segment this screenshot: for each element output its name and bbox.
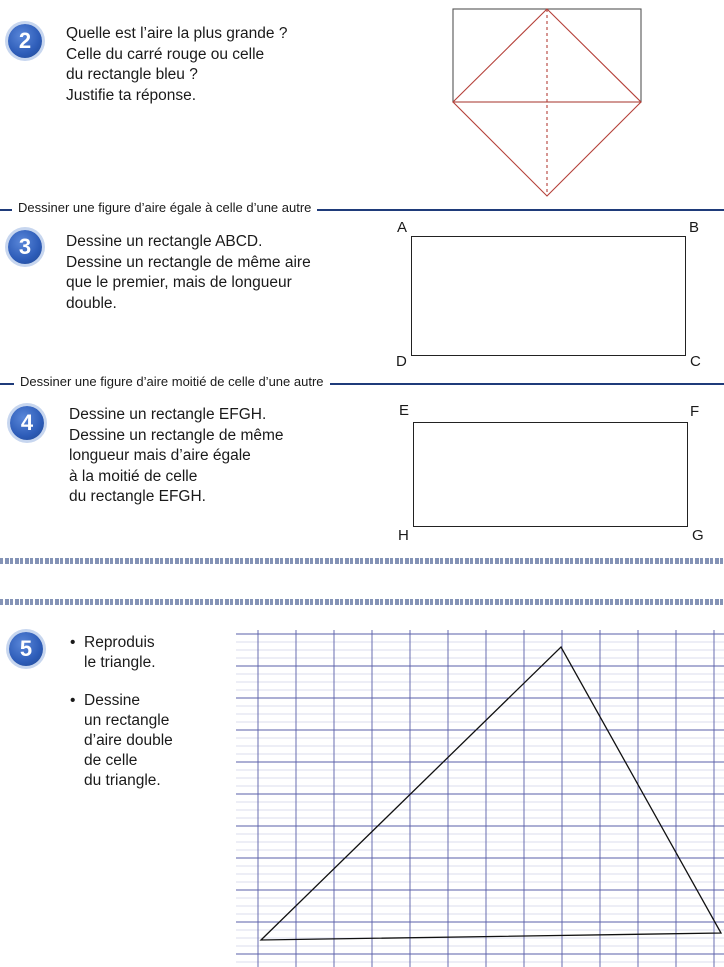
exercise-number-badge [8, 24, 42, 58]
exercise-3-instructions: Dessine un rectangle ABCD. Dessine un rectangle de même aire que le premier, mais de longueur double. [66, 233, 311, 312]
point-label-h: H [398, 527, 409, 544]
exercise-number: 5 [19, 636, 33, 661]
torn-edge [0, 599, 724, 605]
section-title: Dessiner une figure d’aire égale à celle d’une autre [12, 200, 317, 215]
point-label-c: C [690, 353, 701, 370]
point-label-d: D [396, 353, 407, 370]
exercise-number-badge [10, 406, 44, 440]
section-title: Dessiner une figure d’aire moitié de celle d’une autre [14, 374, 330, 389]
grid-paper [236, 630, 724, 967]
bullet-item: • Reproduis le triangle. [68, 633, 173, 673]
exercise-number: 2 [18, 28, 32, 53]
exercise-number-badge [9, 632, 43, 666]
exercise-5-instructions [68, 633, 173, 809]
exercise-2-instructions: Quelle est l’aire la plus grande ? Celle du carré rouge ou celle du rectangle bleu ? Justifie ta réponse. [66, 25, 288, 104]
square-rectangle-figure [445, 2, 650, 202]
point-label-b: B [689, 219, 700, 236]
point-label-a: A [397, 219, 408, 236]
exercise-4-instructions: Dessine un rectangle EFGH. Dessine un rectangle de même longueur mais d’aire égale à la moitié de celle du rectangle EFGH. [69, 406, 284, 505]
point-label-g: G [692, 527, 704, 544]
exercise-number: 3 [18, 234, 32, 259]
torn-edge [0, 558, 724, 564]
exercise-number-badge [8, 230, 42, 264]
point-label-f: F [690, 403, 700, 420]
rectangle-abcd [411, 236, 686, 356]
rectangle-efgh [413, 422, 688, 527]
bullet-item: • Dessine un rectangle d’aire double de celle du triangle. [68, 691, 173, 791]
point-label-e: E [399, 402, 410, 419]
exercise-number: 4 [20, 410, 34, 435]
